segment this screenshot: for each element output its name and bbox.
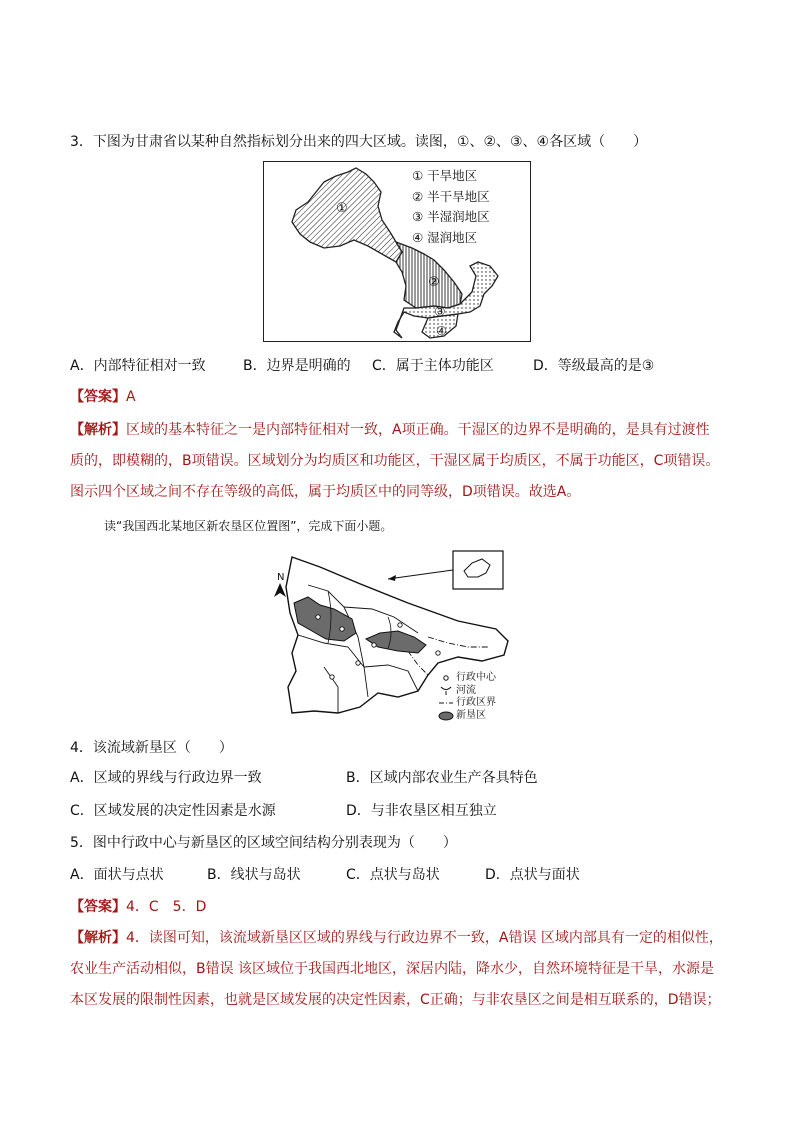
q3-option-b: B．边界是明确的 xyxy=(243,358,351,374)
analysis-tag-2: 【解析】 xyxy=(70,930,126,946)
analysis-tag: 【解析】 xyxy=(70,422,126,438)
q3-option-a: A．内部特征相对一致 xyxy=(70,358,206,374)
q4-option-c: C．区域发展的决定性因素是水源 xyxy=(70,803,276,819)
q5-option-b: B．线状与岛状 xyxy=(207,867,301,883)
q45-answer xyxy=(70,897,206,917)
q45-analysis-line-1 xyxy=(70,928,723,948)
q5-option-a: A．面状与点状 xyxy=(70,867,164,883)
q5-option-d: D．点状与面状 xyxy=(485,867,580,883)
legend-river: 河流 xyxy=(438,685,496,698)
q4-option-b: B．区域内部农业生产各具特色 xyxy=(346,770,538,786)
region-legend xyxy=(412,166,490,248)
q3-analysis-line-1 xyxy=(70,420,710,440)
gansu-region-map xyxy=(263,161,531,342)
map-label-2: ② xyxy=(428,275,440,290)
analysis-text-2: 4．读图可知，该流域新垦区区域的界线与行政边界不一致，A错误 区域内部具有一定的相似性， xyxy=(126,930,723,946)
q5-stem: 5．图中行政中心与新垦区的区域空间结构分别表现为（ ） xyxy=(70,835,457,851)
answer-value: A xyxy=(126,389,136,405)
legend-item-semi-humid: ③ 半湿润地区 xyxy=(412,209,490,224)
reclamation-legend xyxy=(438,672,496,722)
q3-option-d: D．等级最高的是③ xyxy=(533,358,655,374)
answer-value-2: 4．C 5．D xyxy=(126,899,207,915)
q5-option-c: C．点状与岛状 xyxy=(346,867,440,883)
legend-new-reclamation: 新垦区 xyxy=(438,710,496,723)
q45-analysis-line-3: 本区发展的限制性因素，也就是区域发展的决定性因素，C正确；与非农垦区之间是相互联系的，D错误； xyxy=(70,992,721,1008)
q3-analysis-line-2: 质的，即模糊的，B项错误。区域划分为均质区和功能区，干湿区属于均质区，不属于功能区，C项错误。 xyxy=(70,453,720,469)
inset-locator xyxy=(388,551,503,589)
q3-analysis-line-3: 图示四个区域之间不存在等级的高低，属于均质区中的同等级，D项错误。故选A。 xyxy=(70,484,581,500)
q4-stem: 4．该流域新垦区（ ） xyxy=(70,740,233,756)
q45-analysis-line-2: 农业生产活动相似，B错误 该区域位于我国西北地区，深居内陆，降水少，自然环境特征是干旱，水源是 xyxy=(70,961,715,977)
legend-admin-center: 行政中心 xyxy=(438,672,496,685)
q4-option-a: A．区域的界线与行政边界一致 xyxy=(70,770,262,786)
map-label-4: ④ xyxy=(436,324,447,338)
group-intro: 读“我国西北某地区新农垦区位置图”，完成下面小题。 xyxy=(104,519,393,533)
reclamation-area-map xyxy=(268,547,518,723)
analysis-text: 区域的基本特征之一是内部特征相对一致，A项正确。干湿区的边界不是明确的，是具有过渡性 xyxy=(126,422,710,438)
legend-item-humid: ④ 湿润地区 xyxy=(412,229,478,245)
map-label-3: ③ xyxy=(434,305,446,320)
legend-admin-boundary: 行政区界 xyxy=(456,697,496,708)
legend-item-arid: ① 干旱地区 xyxy=(412,168,478,183)
q3-answer xyxy=(70,387,136,407)
legend-item-semi-arid: ② 半干旱地区 xyxy=(412,188,490,204)
q3-option-c: C．属于主体功能区 xyxy=(372,358,494,374)
north-arrow xyxy=(274,572,286,597)
answer-tag-2: 【答案】 xyxy=(70,899,126,915)
map-label-1: ① xyxy=(336,201,348,216)
q4-option-d: D．与非农垦区相互独立 xyxy=(346,803,497,819)
q3-stem: 3．下图为甘肃省以某种自然指标划分出来的四大区域。读图，①、②、③、④各区域（ ） xyxy=(70,134,648,150)
svg-text:N: N xyxy=(277,572,285,583)
gansu-map-svg xyxy=(264,162,532,343)
answer-tag: 【答案】 xyxy=(70,389,126,405)
